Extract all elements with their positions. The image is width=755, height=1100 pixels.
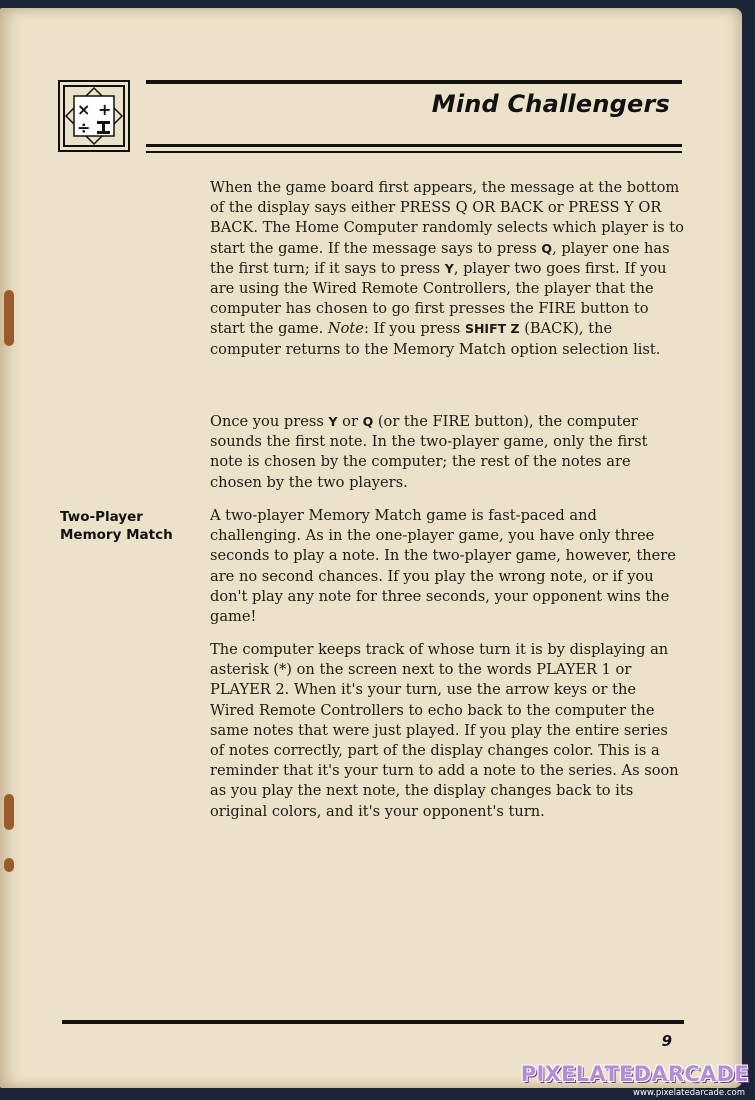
punch-hole-mark [4,794,14,830]
punch-hole-mark [4,858,14,872]
punch-hole-mark [4,290,14,346]
section-heading-two-player: Two-Player Memory Match [60,509,173,543]
svg-text:×: × [77,100,91,119]
intro-paragraph-1: When the game board first appears, the message at the bottom of the display says either PRESS Q OR BACK or PRESS Y OR BACK. The Home Computer randomly selects which player is to start the game. If the message says to press Q, player one has the first turn; if it says to press Y, player two goes first. If you are using the Wired Remote Controllers, the player that the computer has chosen to go first presses the FIRE button to start the game. Note: If you press SHIFT Z (BACK), the computer returns to the Memory Match option selection list. [210,179,684,358]
page-number: 9 [661,1032,672,1050]
header-bottom-rule-thin [146,151,682,153]
intro-paragraph-2: Once you press Y or Q (or the FIRE button), the computer sounds the first note. In the two-player game, only the first note is chosen by the computer; the rest of the notes are chosen by the two players. [210,413,648,491]
watermark-url: www.pixelatedarcade.com [633,1088,745,1098]
page-title: Mind Challengers [431,90,670,118]
two-player-paragraph-2: The computer keeps track of whose turn it is by displaying an asterisk (*) on the screen next to the words PLAYER 1 or PLAYER 2. When it's your turn, use the arrow keys or the Wired Remote Controllers to echo back to the computer the same notes that were just played. If you play the entire series of notes correctly, part of the display changes color. This is a reminder that it's your turn to add a note to the series. As soon as you play the next note, the display changes back to its original colors, and it's your opponent's turn. [210,641,679,820]
two-player-paragraph-1: A two-player Memory Match game is fast-paced and challenging. As in the one-player game, you have only three seconds to play a note. In the two-player game, however, there are no second chances. If you play the wrong note, or if you don't play any note for three seconds, your opponent wins the game! [210,507,676,626]
footer-rule [62,1020,684,1024]
watermark-brand: PIXELATEDARCADE [520,1062,749,1086]
header-top-rule [146,80,682,84]
manual-page [0,8,742,1088]
x-plus-tile-logo-icon [58,80,130,152]
svg-text:+: + [98,100,112,119]
svg-text:÷: ÷ [77,118,91,137]
header-bottom-rule [146,144,682,147]
